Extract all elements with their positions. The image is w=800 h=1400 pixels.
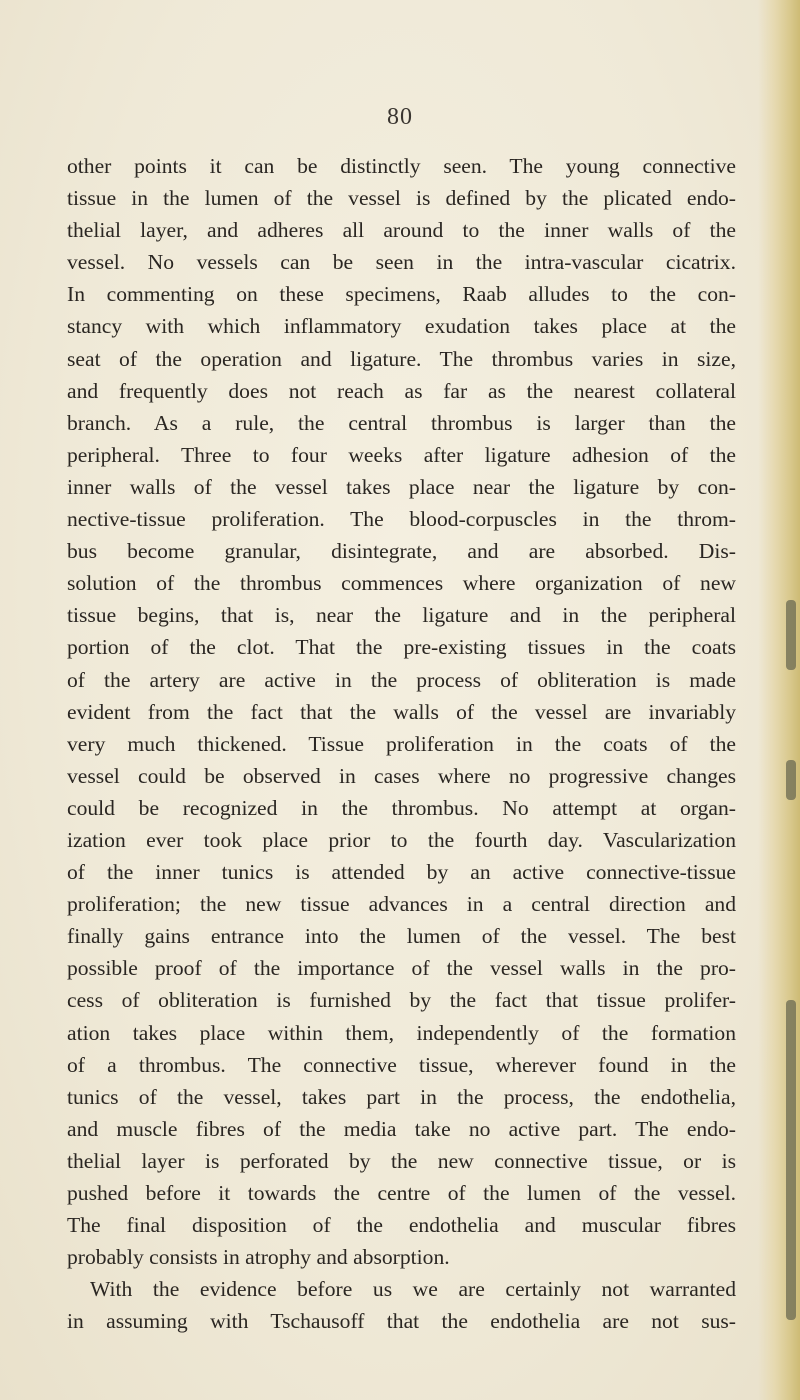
edge-stain xyxy=(786,1000,796,1320)
text-line: seat of the operation and ligature. The thrombus varies in size, xyxy=(67,346,736,371)
edge-stain xyxy=(786,600,796,670)
text-line: solution of the thrombus commences where organization of new xyxy=(67,571,736,596)
text-line-paragraph-end: probably consists in atrophy and absorption. xyxy=(67,1245,450,1270)
edge-stain xyxy=(786,760,796,800)
text-line: vessel. No vessels can be seen in the intra-vascular cicatrix. xyxy=(67,250,736,275)
text-line: pushed before it towards the centre of the lumen of the vessel. xyxy=(67,1181,736,1205)
text-line: proliferation; the new tissue advances in a central direction and xyxy=(67,892,736,917)
text-line: In commenting on these specimens, Raab alludes to the con- xyxy=(67,282,736,307)
text-line: peripheral. Three to four weeks after ligature adhesion of the xyxy=(67,442,736,467)
text-line: of the artery are active in the process of obliteration is made xyxy=(67,667,736,692)
page-edge-shadow xyxy=(758,0,800,1400)
page-number: 80 xyxy=(387,104,413,130)
text-line: tunics of the vessel, takes part in the process, the endothelia, xyxy=(67,1084,736,1109)
text-line-paragraph-start: With the evidence before us we are certainly not warranted xyxy=(90,1277,736,1302)
text-line: of the inner tunics is attended by an active connective-tissue xyxy=(67,860,736,885)
text-line: vessel could be observed in cases where no progressive changes xyxy=(67,763,736,788)
text-line: and muscle fibres of the media take no active part. The endo- xyxy=(67,1116,736,1141)
text-line: thelial layer, and adheres all around to the inner walls of the xyxy=(67,218,736,243)
text-line: evident from the fact that the walls of the vessel are invariably xyxy=(67,699,736,724)
text-line: of a thrombus. The connective tissue, wherever found in the xyxy=(67,1052,736,1077)
text-line: tissue in the lumen of the vessel is defined by the plicated endo- xyxy=(67,186,736,211)
text-line: The final disposition of the endothelia and muscular fibres xyxy=(67,1213,736,1238)
text-line: and frequently does not reach as far as the nearest collateral xyxy=(67,378,736,403)
body-text xyxy=(67,150,736,1337)
text-line: tissue begins, that is, near the ligature and in the peripheral xyxy=(67,603,736,628)
text-line: possible proof of the importance of the vessel walls in the pro- xyxy=(67,956,736,981)
text-line: bus become granular, disintegrate, and are absorbed. Dis- xyxy=(67,539,736,564)
text-line: other points it can be distinctly seen. The young connective xyxy=(67,154,736,178)
text-line: inner walls of the vessel takes place near the ligature by con- xyxy=(67,474,736,499)
text-line: could be recognized in the thrombus. No attempt at organ- xyxy=(67,795,736,820)
text-line: ation takes place within them, independently of the formation xyxy=(67,1020,736,1045)
text-line: in assuming with Tschausoff that the endothelia are not sus- xyxy=(67,1309,736,1334)
text-line: portion of the clot. That the pre-existing tissues in the coats xyxy=(67,635,736,660)
text-line: nective-tissue proliferation. The blood-corpuscles in the throm- xyxy=(67,507,736,532)
text-line: finally gains entrance into the lumen of the vessel. The best xyxy=(67,924,736,949)
text-line: stancy with which inflammatory exudation takes place at the xyxy=(67,314,736,339)
text-line: branch. As a rule, the central thrombus is larger than the xyxy=(67,410,736,435)
text-line: very much thickened. Tissue proliferation in the coats of the xyxy=(67,731,736,756)
text-line: ization ever took place prior to the fourth day. Vascularization xyxy=(67,827,736,852)
text-line: thelial layer is perforated by the new connective tissue, or is xyxy=(67,1148,736,1173)
text-line: cess of obliteration is furnished by the fact that tissue prolifer- xyxy=(67,988,736,1013)
